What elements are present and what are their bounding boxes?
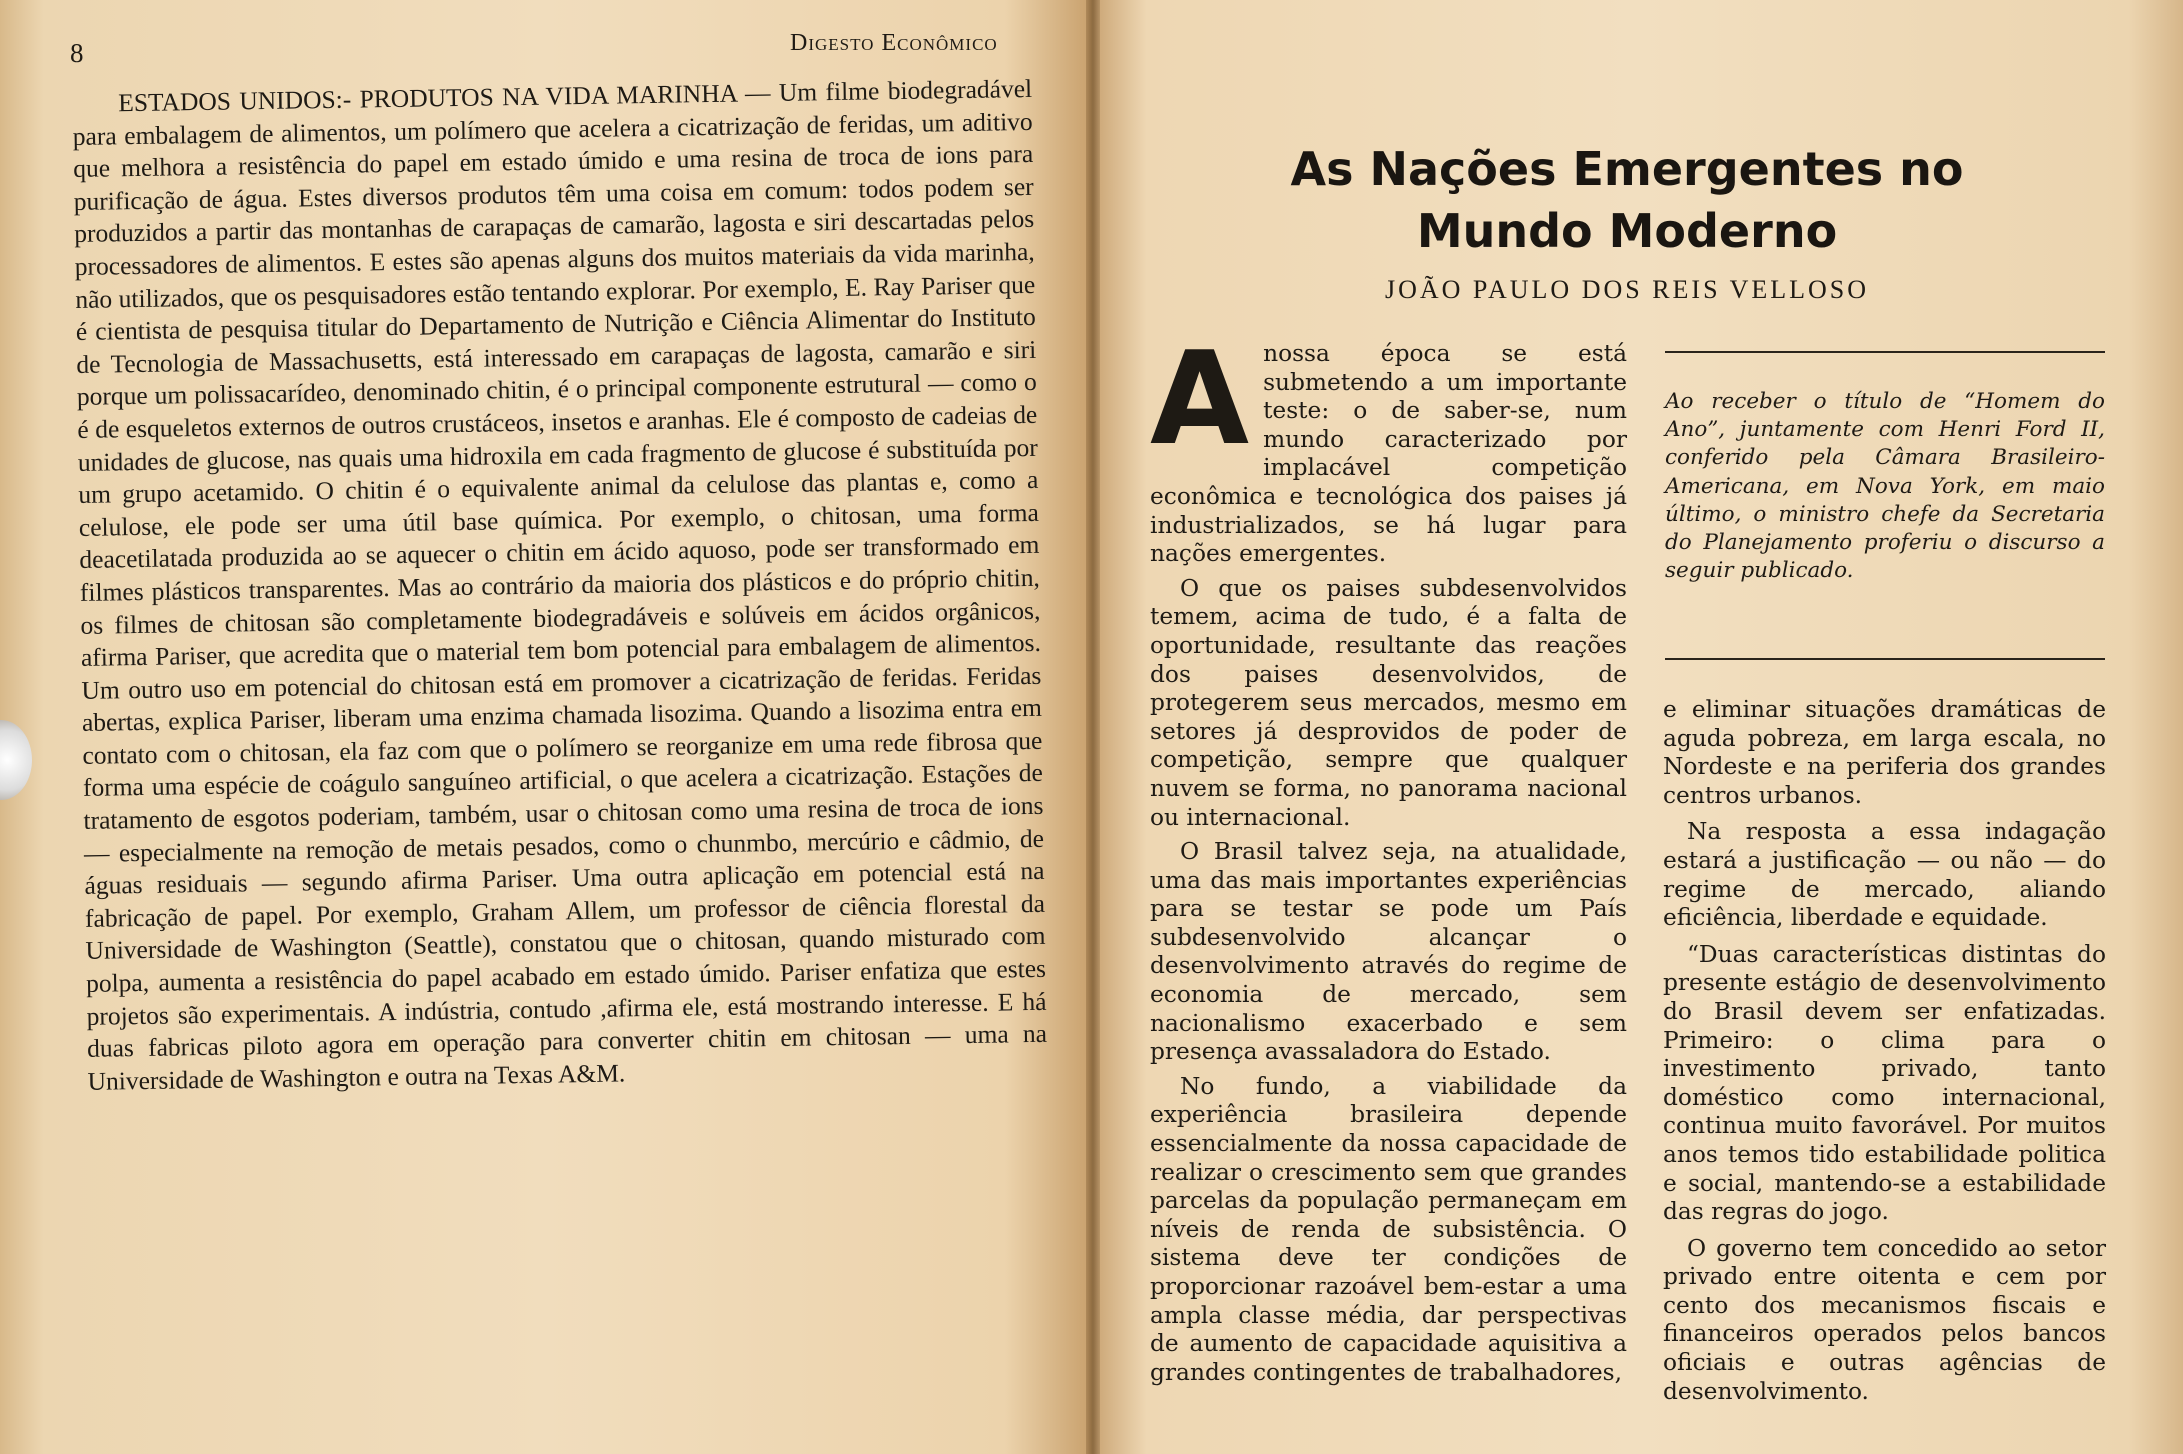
paragraph: “Duas características distintas do presente estágio de desenvolvimento do Brasil devem ser enfatizadas. Primeiro: o clima para o investimento privado, tanto doméstico como internacional, continua muito favorável. Por muitos anos temos tido estabilidade politica e social, mantendo-se a estabilidade das regras do jogo.	[1663, 940, 2106, 1226]
paragraph: e eliminar situações dramáticas de aguda pobreza, em larga escala, no Nordeste e na periferia dos grandes centros urbanos.	[1663, 696, 2106, 809]
running-head: Digesto Econômico	[790, 30, 998, 56]
paragraph: O que os paises subdesenvolvidos temem, acima de tudo, é a falta de oportunidade, resultante das reações dos paises desenvolvidos, de protegerem seus mercados, mesmo em setores já desprovidos de poder de competição, sempre que qualquer nuvem se forma, no panorama nacional ou internacional.	[1150, 574, 1627, 831]
page-number: 8	[70, 38, 84, 68]
article-title: As Nações Emergentes no Mundo Moderno	[1290, 142, 1964, 258]
article-column-2	[1663, 696, 2106, 1414]
paragraph: No fundo, a viabilidade da experiência brasileira depende essencialmente da nossa capacidade de realizar o crescimento sem que grandes parcelas da população permaneçam em níveis de renda de subsistência. O sistema deve ter condições de proporcionar razoável bem-estar a uma ampla classe média, dar perspectivas de aumento de capacidade aquisitiva a grandes contingentes de trabalhadores,	[1150, 1072, 1627, 1386]
page-gutter	[1086, 0, 1100, 1454]
paragraph-text: nossa época se está submetendo a um importante teste: o de saber-se, num mundo caracterizado por implacável competição econômica e tecnológica dos paises já industrializados, se há lugar para nações emergentes.	[1150, 340, 1627, 568]
paragraph: O governo tem concedido ao setor privado entre oitenta e cem por cento dos mecanismos fiscais e financeiros operados pelos bancos oficiais e outras agências de desenvolvimento.	[1663, 1234, 2106, 1405]
sidebar-top-rule	[1665, 351, 2105, 353]
article-column-1	[1150, 325, 1627, 1393]
sidebar-bottom-rule	[1665, 658, 2105, 660]
editorial-note: Ao receber o título de “Homem do Ano”, juntamente com Henri Ford II, conferido pela Câmara Brasileiro-Americana, em Nova York, em maio último, o ministro chefe da Secretaria do Planejamento proferiu o discurso a seguir publicado.	[1665, 389, 2105, 584]
paragraph: O Brasil talvez seja, na atualidade, uma das mais importantes experiências para se testar se pode um País subdesenvolvido alcançar o desenvolvimento através do regime de economia de mercado, sem nacionalismo exacerbado e sem presença avassaladora do Estado.	[1150, 838, 1627, 1066]
article-byline: JOÃO PAULO DOS REIS VELLOSO	[1384, 275, 1870, 304]
paragraph	[1150, 325, 1627, 569]
binding-hole	[0, 720, 32, 800]
news-item-text: ESTADOS UNIDOS:- PRODUTOS NA VIDA MARINHA — Um filme biodegradável para embalagem de alimentos, um polímero que acelera a cicatrização de feridas, um aditivo que melhora a resistência do papel em estado úmido e uma resina de troca de ions para purificação de água. Estes diversos produtos têm uma coisa em comum: todos podem ser produzidos a partir das montanhas de carapaças de camarão, lagosta e siri descartadas pelos processadores de alimentos. E estes são apenas alguns dos muitos materiais da vida marinha, não utilizados, que os pesquisadores estão tentando explorar. Por exemplo, E. Ray Pariser que é cientista de pesquisa titular do Departamento de Nutrição e Ciência Alimentar do Instituto de Tecnologia de Massachusetts, está interessado em carapaças de lagosta, camarão e siri porque um polissacarídeo, denominado chitin, é o principal componente estrutural — como o é de esqueletos externos de outros crustáceos, insetos e aranhas. Ele é composto de cadeias de unidades de glucose, nas quais uma hidroxila em cada fragmento de glucose é substituída por um grupo acetamido. O chitin é o equivalente animal da celulose das plantas e, como a celulose, ele pode ser uma útil base química. Por exemplo, o chitosan, uma forma deacetilatada produzida ao se aquecer o chitin em ácido aquoso, pode ser transformado em filmes plásticos transparentes. Mas ao contrário da maioria dos plásticos e do próprio chitin, os filmes de chitosan são completamente biodegradáveis e solúveis em ácidos orgânicos, afirma Pariser, que acredita que o material tem bom potencial para embalagem de alimentos. Um outro uso em potencial do chitosan está em promover a cicatrização de feridas. Feridas abertas, explica Pariser, liberam uma enzima chamada lisozima. Quando a lisozima entra em contato com o chitosan, ela faz com que o polímero se reorganize em uma rede fibrosa que forma uma espécie de coágulo sanguíneo artificial, o que acelera a cicatrização. Estações de tratamento de esgotos poderiam, também, usar o chitosan como uma resina de troca de ions — especialmente na remoção de metais pesados, como o chunmbo, mercúrio e câdmio, de águas residuais — segundo afirma Pariser. Uma outra aplicação em potencial está na fabricação de papel. Por exemplo, Graham Allem, um professor de ciência florestal da Universidade de Washington (Seattle), constatou que o chitosan, quando misturado com polpa, aumenta a resistência do papel acabado em estado úmido. Pariser enfatiza que estes projetos são experimentais. A indústria, contudo ,afirma ele, está mostrando interesse. E há duas fabricas piloto agora em operação para converter chitin em chitosan — uma na Universidade de Washington e outra na Texas A&M.	[72, 73, 1048, 1096]
drop-cap: A	[1150, 325, 1250, 474]
paragraph: Na resposta a essa indagação estará a justificação — ou não — do regime de mercado, aliando eficiência, liberdade e equidade.	[1663, 818, 2106, 932]
